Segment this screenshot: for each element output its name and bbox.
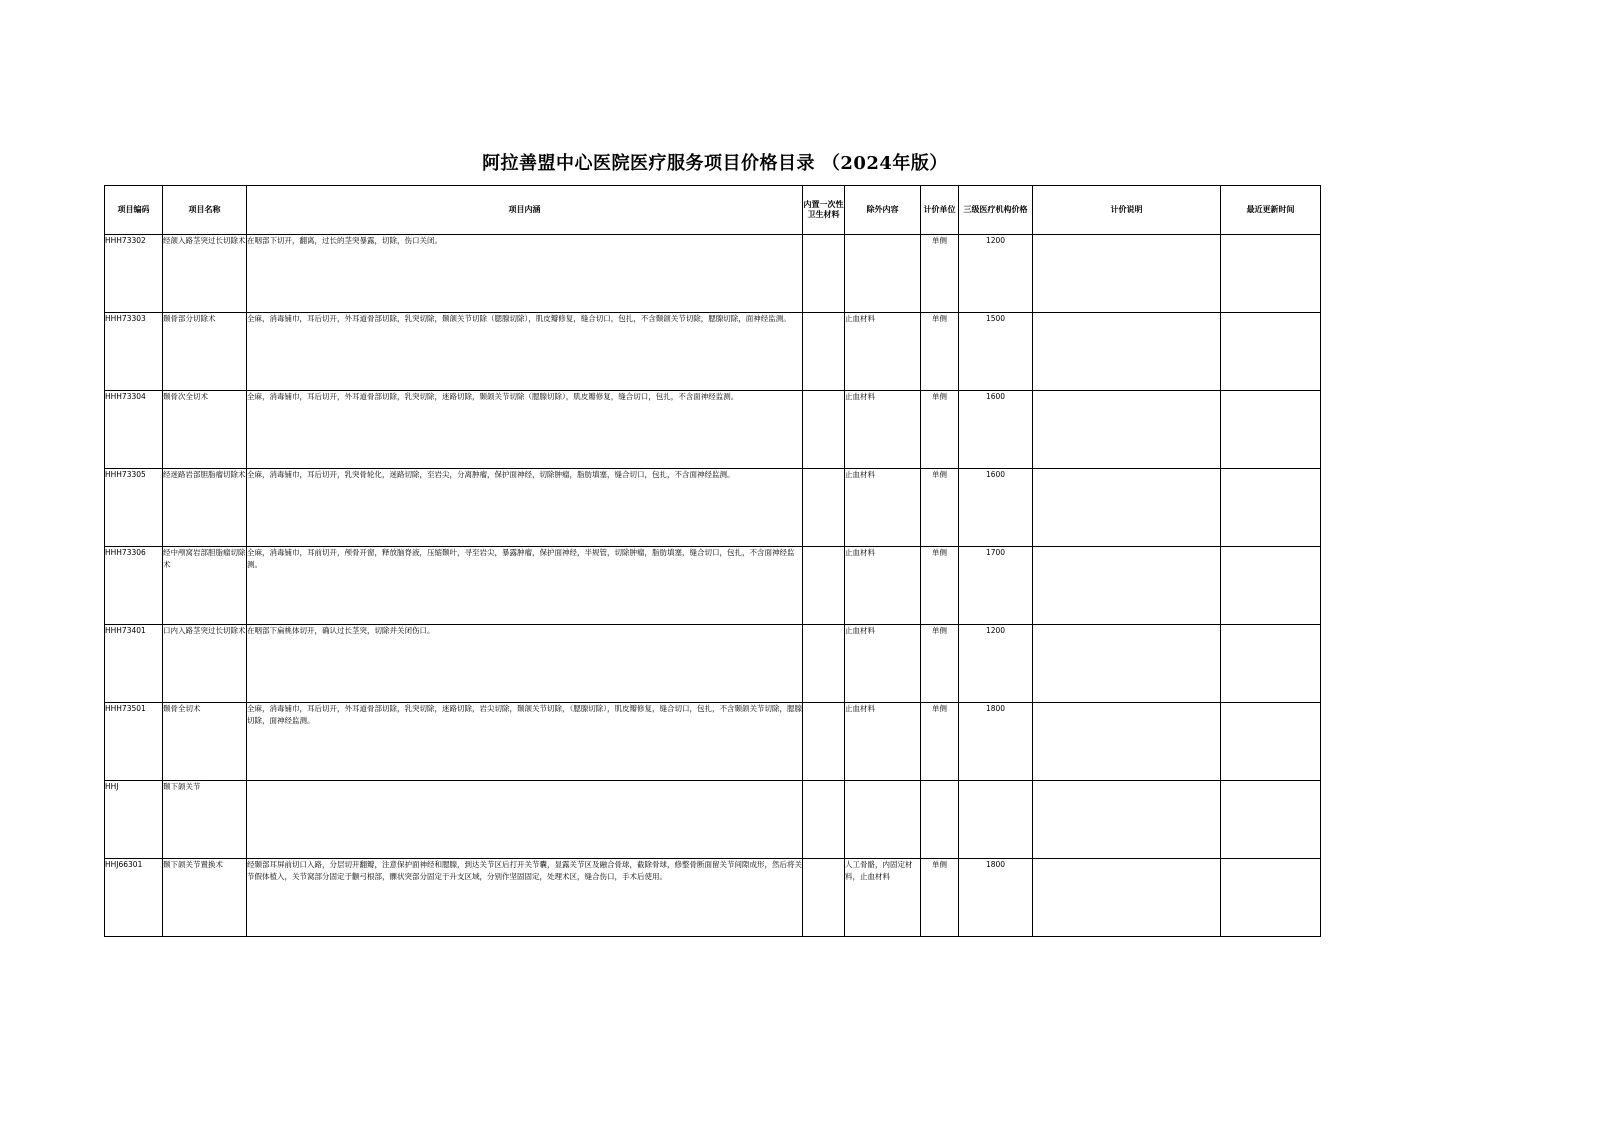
item-note	[1033, 313, 1221, 391]
item-name: 经中颅窝岩部胆脂瘤切除术	[163, 547, 247, 625]
item-name: 颞下颌关节置换术	[163, 859, 247, 937]
item-code: HHH73401	[105, 625, 163, 703]
item-price: 1200	[959, 625, 1033, 703]
header-content: 项目内涵	[247, 186, 803, 235]
item-note	[1033, 859, 1221, 937]
item-materials	[803, 703, 845, 781]
item-price: 1800	[959, 703, 1033, 781]
item-name: 颞骨次全切术	[163, 391, 247, 469]
table-row	[105, 781, 1321, 859]
item-updated	[1221, 313, 1321, 391]
item-price: 1500	[959, 313, 1033, 391]
item-excluded: 止血材料	[845, 313, 921, 391]
item-price: 1200	[959, 235, 1033, 313]
table-row	[105, 547, 1321, 625]
item-content: 经颞部耳屏前切口入路，分层切开翻瓣，注意保护面神经和腮腺，到达关节区后打开关节囊，显露关节区及融合骨球，截除骨球，修整骨断面留关节间隙成形，然后将关节假体植入，关节窝部分固定于颧弓根部，髁状突部分固定于升支区域，分别作坚固固定，处理术区，缝合伤口，手术后使用。	[247, 859, 803, 937]
item-materials	[803, 469, 845, 547]
item-code: HHJ	[105, 781, 163, 859]
item-price: 1600	[959, 391, 1033, 469]
item-price: 1600	[959, 469, 1033, 547]
item-content	[247, 781, 803, 859]
table-row	[105, 469, 1321, 547]
header-code: 项目编码	[105, 186, 163, 235]
item-code: HHJ66301	[105, 859, 163, 937]
item-code: HHH73305	[105, 469, 163, 547]
table-row	[105, 703, 1321, 781]
item-content: 在咽部下扁桃体切开，确认过长茎突，切除并关闭伤口。	[247, 625, 803, 703]
item-name: 经颌入路茎突过长切除术	[163, 235, 247, 313]
item-note	[1033, 781, 1221, 859]
item-content: 全麻，消毒铺巾，耳后切开，外耳道骨部切除，乳突切除，迷路切除，颞颌关节切除（腮腺切除），肌皮瓣修复，缝合切口，包扎，不含面神经监测。	[247, 391, 803, 469]
table-row	[105, 313, 1321, 391]
item-code: HHH73303	[105, 313, 163, 391]
item-materials	[803, 547, 845, 625]
item-note	[1033, 625, 1221, 703]
item-code: HHH73306	[105, 547, 163, 625]
item-updated	[1221, 469, 1321, 547]
item-excluded	[845, 235, 921, 313]
item-code: HHH73501	[105, 703, 163, 781]
item-updated	[1221, 235, 1321, 313]
item-unit: 单侧	[921, 547, 959, 625]
item-note	[1033, 391, 1221, 469]
item-content: 在咽部下切开，翻离，过长的茎突暴露，切除，伤口关闭。	[247, 235, 803, 313]
table-row	[105, 625, 1321, 703]
item-unit: 单侧	[921, 469, 959, 547]
item-unit: 单侧	[921, 313, 959, 391]
item-unit: 单侧	[921, 235, 959, 313]
item-updated	[1221, 859, 1321, 937]
item-updated	[1221, 703, 1321, 781]
header-excluded: 除外内容	[845, 186, 921, 235]
item-note	[1033, 469, 1221, 547]
table-header-row	[105, 186, 1321, 235]
item-excluded	[845, 781, 921, 859]
item-code: HHH73302	[105, 235, 163, 313]
item-excluded: 止血材料	[845, 469, 921, 547]
item-content: 全麻，消毒铺巾，耳前切开，颅骨开窗，释放脑脊液，压缩颞叶，寻至岩尖，暴露肿瘤，保护面神经，半规管，切除肿瘤，脂肪填塞，缝合切口，包扎，不含面神经监测。	[247, 547, 803, 625]
item-updated	[1221, 391, 1321, 469]
item-unit: 单侧	[921, 391, 959, 469]
item-updated	[1221, 625, 1321, 703]
item-materials	[803, 313, 845, 391]
item-note	[1033, 703, 1221, 781]
item-name: 颞骨部分切除术	[163, 313, 247, 391]
item-price	[959, 781, 1033, 859]
table-row	[105, 391, 1321, 469]
item-materials	[803, 391, 845, 469]
item-name: 颞骨全切术	[163, 703, 247, 781]
item-content: 全麻，消毒铺巾，耳后切开，乳突骨轮化，迷路切除，至岩尖，分离肿瘤，保护面神经，切除肿瘤，脂肪填塞，缝合切口，包扎，不含面神经监测。	[247, 469, 803, 547]
item-excluded: 止血材料	[845, 703, 921, 781]
item-note	[1033, 547, 1221, 625]
item-name: 经迷路岩部胆脂瘤切除术	[163, 469, 247, 547]
item-content: 全麻，消毒铺巾，耳后切开，外耳道骨部切除，乳突切除，颞颌关节切除（腮腺切除），肌皮瓣修复，缝合切口，包扎，不含颞颌关节切除，腮腺切除，面神经监测。	[247, 313, 803, 391]
page-title: 阿拉善盟中心医院医疗服务项目价格目录 （2024年版）	[482, 153, 948, 174]
item-price: 1800	[959, 859, 1033, 937]
item-note	[1033, 235, 1221, 313]
item-updated	[1221, 547, 1321, 625]
item-materials	[803, 859, 845, 937]
item-unit	[921, 781, 959, 859]
item-materials	[803, 235, 845, 313]
header-updated: 最近更新时间	[1221, 186, 1321, 235]
item-name: 口内入路茎突过长切除术	[163, 625, 247, 703]
item-updated	[1221, 781, 1321, 859]
item-excluded: 人工骨骼，内固定材料，止血材料	[845, 859, 921, 937]
header-unit: 计价单位	[921, 186, 959, 235]
table-row	[105, 859, 1321, 937]
header-price: 三级医疗机构价格	[959, 186, 1033, 235]
item-content: 全麻，消毒铺巾，耳后切开，外耳道骨部切除，乳突切除，迷路切除，岩尖切除，颞颌关节切除，（腮腺切除），肌皮瓣修复，缝合切口，包扎，不含颞颌关节切除，腮腺切除，面神经监测。	[247, 703, 803, 781]
item-code: HHH73304	[105, 391, 163, 469]
table-row	[105, 235, 1321, 313]
item-excluded: 止血材料	[845, 625, 921, 703]
item-unit: 单侧	[921, 859, 959, 937]
header-note: 计价说明	[1033, 186, 1221, 235]
item-name: 颞下颌关节	[163, 781, 247, 859]
item-materials	[803, 625, 845, 703]
item-excluded: 止血材料	[845, 547, 921, 625]
item-unit: 单侧	[921, 703, 959, 781]
item-unit: 单侧	[921, 625, 959, 703]
price-table	[104, 185, 1321, 937]
item-price: 1700	[959, 547, 1033, 625]
item-materials	[803, 781, 845, 859]
item-excluded: 止血材料	[845, 391, 921, 469]
header-materials: 内置一次性卫生材料	[803, 186, 845, 235]
header-name: 项目名称	[163, 186, 247, 235]
